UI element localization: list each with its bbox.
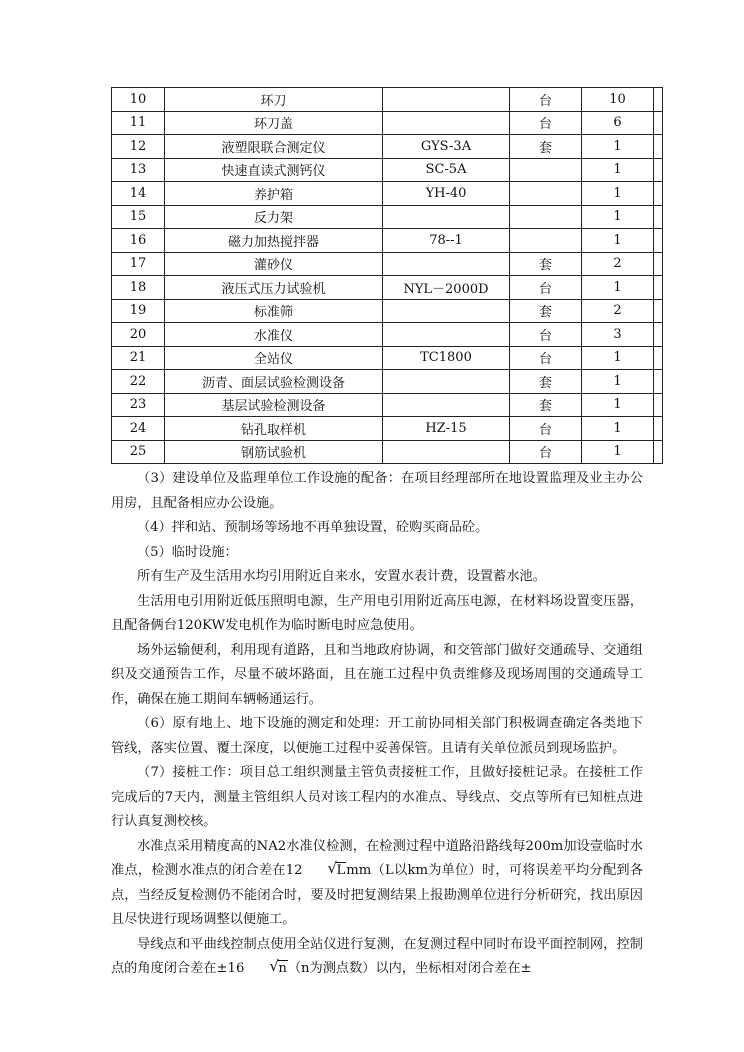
table-row (112, 417, 663, 441)
benchmark-text-before: 水准点采用精度高的NA2水准仪检测，在检测过程中道路沿路线每200m加设壹临时水准点，检测水准点的闭合差在12 (111, 838, 643, 878)
cell-remark (654, 135, 663, 159)
cell-model (383, 393, 510, 417)
cell-model (383, 299, 510, 323)
table-row (112, 252, 663, 276)
cell-number: 12 (112, 135, 165, 159)
cell-quantity: 6 (582, 111, 654, 135)
cell-quantity: 1 (582, 182, 654, 206)
sqrt-radicand: L (336, 863, 346, 878)
cell-model: GYS-3A (383, 135, 510, 159)
cell-number: 24 (112, 417, 165, 441)
cell-model: 78--1 (383, 229, 510, 253)
cell-remark (654, 346, 663, 370)
cell-model (383, 111, 510, 135)
cell-quantity: 1 (582, 440, 654, 464)
sqrt-symbol: √ (327, 859, 338, 877)
paragraph-existing-facilities: （6）原有地上、地下设施的测定和处理：开工前协同相关部门积极调查确定各类地下管线，落实位置、覆土深度，以便施工过程中妥善保管。且请有关单位派员到现场监护。 (111, 716, 643, 756)
table-row (112, 440, 663, 464)
table-row (112, 158, 663, 182)
cell-model: TC1800 (383, 346, 510, 370)
cell-equipment-name: 钢筋试验机 (165, 440, 383, 464)
cell-equipment-name: 反力架 (165, 205, 383, 229)
table-row (112, 88, 663, 112)
cell-remark (654, 370, 663, 394)
cell-quantity: 2 (582, 252, 654, 276)
cell-model: NYL－2000D (383, 276, 510, 300)
equipment-table-body (112, 88, 663, 464)
cell-number: 14 (112, 182, 165, 206)
cell-quantity: 10 (582, 88, 654, 112)
cell-unit: 套 (510, 252, 582, 276)
cell-unit (510, 205, 582, 229)
traverse-text-after: （n为测点数）以内，坐标相对闭合差在± (287, 961, 532, 976)
cell-number: 17 (112, 252, 165, 276)
table-row (112, 111, 663, 135)
benchmark-text-after: mm（L以km为单位）时，可将误差平均分配到各点，当经反复检测仍不能闭合时，要及时把复测结果上报勘测单位进行分析研究，找出原因且尽快进行现场调整以便施工。 (111, 863, 644, 927)
cell-unit: 台 (510, 276, 582, 300)
cell-equipment-name: 灌砂仪 (165, 252, 383, 276)
cell-quantity: 1 (582, 276, 654, 300)
cell-equipment-name: 液压式压力试验机 (165, 276, 383, 300)
cell-number: 15 (112, 205, 165, 229)
cell-remark (654, 323, 663, 347)
cell-quantity: 1 (582, 417, 654, 441)
cell-equipment-name: 全站仪 (165, 346, 383, 370)
cell-equipment-name: 环刀盖 (165, 111, 383, 135)
cell-number: 16 (112, 229, 165, 253)
table-row (112, 393, 663, 417)
cell-equipment-name: 钻孔取样机 (165, 417, 383, 441)
cell-model: SC-5A (383, 158, 510, 182)
cell-equipment-name: 标准筛 (165, 299, 383, 323)
cell-model (383, 252, 510, 276)
cell-unit (510, 229, 582, 253)
cell-equipment-name: 养护箱 (165, 182, 383, 206)
cell-quantity: 1 (582, 135, 654, 159)
cell-unit (510, 182, 582, 206)
cell-equipment-name: 水准仪 (165, 323, 383, 347)
cell-remark (654, 440, 663, 464)
cell-model (383, 88, 510, 112)
cell-remark (654, 182, 663, 206)
table-row (112, 229, 663, 253)
cell-unit: 套 (510, 370, 582, 394)
cell-number: 20 (112, 323, 165, 347)
cell-number: 11 (112, 111, 165, 135)
cell-equipment-name: 沥青、面层试验检测设备 (165, 370, 383, 394)
cell-unit: 台 (510, 417, 582, 441)
cell-remark (654, 299, 663, 323)
paragraph-pile-handover: （7）接桩工作：项目总工组织测量主管负责接桩工作，且做好接桩记录。在接桩工作完成后的7天内，测量主管组织人员对该工程内的水准点、导线点、交点等所有已知桩点进行认真复测校核。 (111, 765, 643, 829)
cell-remark (654, 417, 663, 441)
cell-unit: 台 (510, 323, 582, 347)
cell-unit: 台 (510, 111, 582, 135)
cell-number: 19 (112, 299, 165, 323)
sqrt-symbol: √ (269, 957, 279, 975)
cell-equipment-name: 环刀 (165, 88, 383, 112)
cell-equipment-name: 快速直读式测钙仪 (165, 158, 383, 182)
table-row (112, 370, 663, 394)
sqrt-formula (244, 957, 288, 982)
cell-model (383, 323, 510, 347)
cell-number: 13 (112, 158, 165, 182)
cell-quantity: 1 (582, 229, 654, 253)
cell-number: 10 (112, 88, 165, 112)
cell-equipment-name: 液塑限联合测定仪 (165, 135, 383, 159)
cell-quantity: 1 (582, 370, 654, 394)
paragraph-power-supply: 生活用电引用附近低压照明电源，生产用电引用附近高压电源，在材料场设置变压器，且配备俩台120KW发电机作为临时断电时应急使用。 (111, 593, 643, 633)
cell-remark (654, 205, 663, 229)
paragraph-traverse-check (111, 933, 643, 982)
cell-remark (654, 276, 663, 300)
cell-quantity: 1 (582, 393, 654, 417)
paragraph-temporary-facilities: （5）临时设施： (137, 544, 238, 560)
cell-model: YH-40 (383, 182, 510, 206)
cell-number: 18 (112, 276, 165, 300)
cell-quantity: 1 (582, 346, 654, 370)
paragraph-benchmark-check (111, 835, 643, 933)
cell-number: 25 (112, 440, 165, 464)
cell-remark (654, 229, 663, 253)
cell-unit: 套 (510, 135, 582, 159)
cell-number: 22 (112, 370, 165, 394)
table-row (112, 135, 663, 159)
cell-model (383, 370, 510, 394)
paragraph-transport: 场外运输便利，利用现有道路，且和当地政府协调，和交管部门做好交通疏导、交通组织及交通预告工作，尽量不破坏路面，且在施工过程中负责维修及现场周围的交通疏导工作，确保在施工期间车辆畅通运行。 (111, 642, 643, 707)
table-row (112, 182, 663, 206)
body-text (111, 467, 643, 982)
sqrt-radicand: n (278, 961, 287, 976)
table-row (112, 276, 663, 300)
cell-remark (654, 393, 663, 417)
traverse-text-before: 导线点和平曲线控制点使用全站仪进行复测，在复测过程中同时布设平面控制网，控制点的角度闭合差在±16 (111, 936, 643, 976)
cell-number: 23 (112, 393, 165, 417)
cell-equipment-name: 基层试验检测设备 (165, 393, 383, 417)
cell-unit (510, 158, 582, 182)
cell-unit: 套 (510, 299, 582, 323)
cell-unit: 台 (510, 346, 582, 370)
paragraph-mixing-station: （4）拌和站、预制场等场地不再单独设置，砼购买商品砼。 (137, 520, 489, 535)
cell-quantity: 1 (582, 205, 654, 229)
cell-remark (654, 252, 663, 276)
table-row (112, 205, 663, 229)
cell-unit: 台 (510, 88, 582, 112)
cell-unit: 台 (510, 440, 582, 464)
table-row (112, 299, 663, 323)
cell-quantity: 1 (582, 158, 654, 182)
cell-quantity: 3 (582, 323, 654, 347)
sqrt-formula (303, 859, 347, 884)
paragraph-office-facilities: （3）建设单位及监理单位工作设施的配备：在项目经理部所在地设置监理及业主办公用房，且配备相应办公设施。 (111, 471, 643, 511)
equipment-table (111, 87, 663, 464)
cell-model: HZ-15 (383, 417, 510, 441)
cell-equipment-name: 磁力加热搅拌器 (165, 229, 383, 253)
cell-number: 21 (112, 346, 165, 370)
cell-quantity: 2 (582, 299, 654, 323)
cell-remark (654, 88, 663, 112)
table-row (112, 346, 663, 370)
cell-model (383, 205, 510, 229)
cell-model (383, 440, 510, 464)
cell-unit: 套 (510, 393, 582, 417)
cell-remark (654, 158, 663, 182)
table-row (112, 323, 663, 347)
paragraph-water-supply: 所有生产及生活用水均引用附近自来水，安置水表计费，设置蓄水池。 (137, 569, 546, 584)
cell-remark (654, 111, 663, 135)
